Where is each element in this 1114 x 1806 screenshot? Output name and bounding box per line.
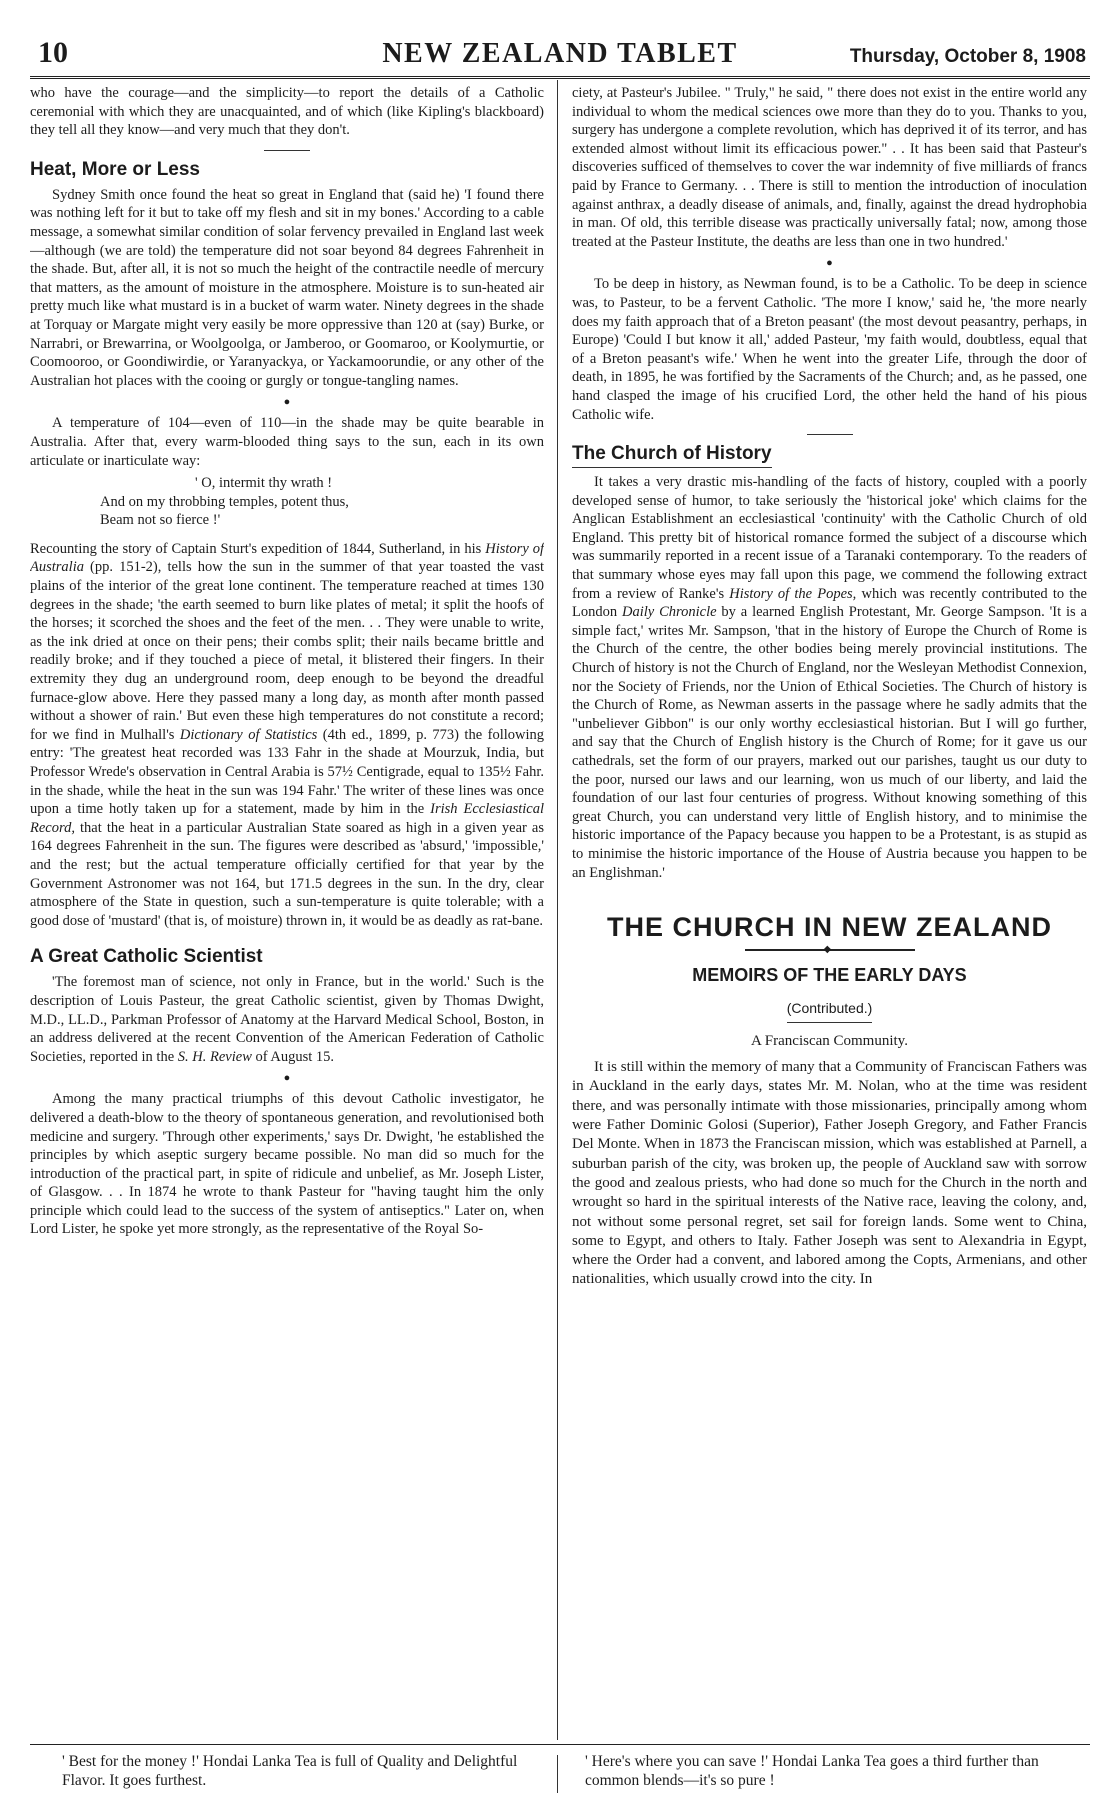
section-heading-church-nz: THE CHURCH IN NEW ZEALAND bbox=[607, 912, 1052, 943]
left-column bbox=[30, 84, 544, 1739]
text-run: which was recently contributed to the London bbox=[572, 585, 1087, 621]
masthead bbox=[30, 36, 1090, 79]
verse-quote bbox=[100, 474, 544, 530]
section-subheading: MEMOIRS OF THE EARLY DAYS bbox=[692, 965, 967, 986]
text-run: It takes a very drastic mis-handling of the facts of history, coupled with a poorly developed sense of humor, to take seriously the 'historical joke' which claims for the Anglican Establishment an ecclesiastical 'continuity' with the Catholic Church of old England. This pretty bit of historical romance formed the subject of a discourse which was summarily reported in a recent issue of a Taranaki contemporary. To the readers of that summary whose eyes may fall upon this page, we commend the following extract from a review of Ranke's bbox=[572, 474, 1087, 602]
contributed-note bbox=[572, 1000, 1087, 1023]
newspaper-name: Daily Chronicle bbox=[621, 604, 717, 621]
text-run: (pp. 151-2), tells how the sun in the summer of that year toasted the vast plains of the interior of the great lone continent. The temperature reached at times 130 degrees in the shade; 'the earth seemed to burn like plates of metal; it split the hoofs of the horses; it scorched the shoes and the feet of the men. . . They were unable to write, as the ink dried at once on their pens; their combs split; their nails became brittle and readily broke; and if they touched a piece of metal, it blistered their fingers. In their extremity they dug an underground room, deep enough to be beyond the dreadful furnace-glow above. Here they passed many a long day, as month after month passed without a shower of rain.' But even these high temperatures do not constitute a record; for we find in Mulhall's bbox=[30, 559, 544, 743]
column-divider bbox=[557, 80, 558, 1740]
advertisement-right: ' Here's where you can save !' Hondai Lanka Tea goes a third further than common blends—it's so pure ! bbox=[585, 1753, 1039, 1789]
bullet-separator: ● bbox=[283, 1072, 291, 1085]
text-run: of August 15. bbox=[251, 1048, 335, 1065]
text-run: 'The foremost man of science, not only in France, but in the world.' Such is the description of Louis Pasteur, the great Catholic scientist, given by Thomas Dwight, M.D., LL.D., Parkman Professor of Anatomy at the Harvard Medical School, Boston, in an address delivered at the recent Convention of the American Federation of Catholic Societies, reported in the bbox=[30, 974, 544, 1065]
page-number: 10 bbox=[38, 36, 68, 69]
book-title: Dictionary of Statistics bbox=[179, 726, 318, 743]
newspaper-title: NEW ZEALAND TABLET bbox=[382, 38, 738, 69]
bullet-separator: ● bbox=[283, 396, 291, 409]
ornament-divider bbox=[745, 944, 915, 956]
article-paragraph bbox=[30, 973, 544, 1066]
bullet-separator: ● bbox=[826, 257, 833, 270]
text-run: by a learned English Protestant, Mr. George Sampson. 'It is a simple fact,' writes Mr. Sampson, 'that in the history of Europe the Church of Rome is the Church of the centre, the other bodies being merely provincial institutions. The Church of history is not the Church of England, nor the Wesleyan Methodist Connexion, nor the Society of Friends, nor the Union of Ethical Societies. The Church of history is the Church of Rome, as Newman asserts in the passage where he sadly admits that the "unbeliever Gibbon" is our only worthy ecclesiastical historian. But I will go further, and say that the Church of English history is the Church of Rome; for it gave us our cathedrals, set the form of our prayers, marked out our parishes, taught us our duty to the poor, nursed our laws and our learning, won us much of our liberty, and laid the foundation of our last four centuries of progress. Without knowing something of this great Church, you can understand very little of English history, and to minimise the historic importance of the Papacy because you happen to be a Protestant, is as stupid as to minimise the historic importance of the House of Austria because you happen to be an Englishman.' bbox=[572, 604, 1087, 881]
right-column bbox=[572, 84, 1087, 1739]
verse-line: And on my throbbing temples, potent thus, bbox=[100, 493, 349, 510]
article-paragraph: A temperature of 104—even of 110—in the shade may be quite bearable in Australia. After that, every warm-blooded thing says to the sun, each in its own articulate or inarticulate way: bbox=[30, 415, 544, 469]
footer-rule bbox=[30, 1744, 1090, 1745]
contributed-text: (Contributed.) bbox=[787, 1000, 873, 1023]
advertisement-left: ' Best for the money !' Hondai Lanka Tea is full of Quality and Delightful Flavor. It goes furthest. bbox=[62, 1753, 518, 1789]
verse-line: Beam not so fierce !' bbox=[100, 512, 221, 529]
article-paragraph: Sydney Smith once found the heat so great in England that (said he) 'I found there was nothing left for it but to take off my flesh and sit in my bones.' According to a cable message, a somewhat similar condition of solar fervency prevailed in England last week—although (we are told) the temperature did not soar beyond 84 degrees Fahrenheit in the shade. But, after all, it is not so much the height of the contractile needle of mercury that matters, as the amount of moisture in the atmosphere. Moisture is to sun-heated air pretty much like what mustard is in a bucket of warm water. Ninety degrees in the shade at Torquay or Margate might very easily be more oppressive than 120 at (say) Burke, or Narrabri, or Brewarrina, or Woolgoolga, or Jamberoo, or Goomaroo, or Koolymurtie, or Coomooroo, or Goondiwirdie, or Yaranyackya, or Yackamoorundie, or any other of the Australian hot places with the cooing or gurgly or tongue-tangling names. bbox=[30, 186, 544, 389]
book-title: History of the Popes, bbox=[729, 585, 857, 602]
text-run: (4th ed., 1899, p. 773) the following entry: 'The greatest heat recorded was 133 Fahr in the shade at Mourzuk, India, but Professor Wrede's observation in Central Arabia is 57½ Centigrade, equal to 135½ Fahr. in the shade, while the heat in the sun was 194 Fahr.' The writer of these lines was once upon a time hotly taken up for a statement, made by him in the bbox=[30, 726, 544, 818]
article-paragraph: It is still within the memory of many that a Community of Franciscan Fathers was in Auckland in the early days, states Mr. M. Nolan, who at the time was resident there, and was personally intimate with those missionaries, principally among whom were Father Dominic Golosi (Superior), Father Joseph Gregory, and Father Francis Del Monte. When in 1873 the Franciscan mission, which was established at Parnell, a suburban parish of the city, was broken up, the people of Auckland saw with sorrow the good and zealous priests, who had done so much for the Church in the north and wrought so hard in the spiritual interests of the Native race, leaving the colony, and, not without some personal regret, set sail for foreign lands. Some went to China, some to Egypt, and others to Italy. Father Joseph was sent to Alexandria in Egypt, where the Order had a convent, and labored among the Copts, Armenians, and other nationalities, which usually crowd into the city. In bbox=[572, 1059, 1087, 1288]
issue-date: Thursday, October 8, 1908 bbox=[849, 46, 1086, 67]
journal-title: S. H. Review bbox=[177, 1048, 252, 1065]
section-divider bbox=[807, 434, 853, 435]
section-divider bbox=[264, 150, 310, 151]
text-run: that the heat in a particular Australian State soared as high in a given year as 164 degrees Fahrenheit in the sun. The figures were described as 'absurd,' 'impossible,' and the rest; but the actual temperature officially certified for that year by the Government Astronomer was not 164, but 171.5 degrees in the sun. In the dry, clear atmosphere of the State in question, such a sun-temperature is quite tolerable; with a good dose of 'mustard' (that is, of moisture) thrown in, it would be as deadly as rat-bane. bbox=[30, 819, 544, 929]
diamond-icon: ◆ bbox=[823, 944, 832, 956]
article-paragraph bbox=[30, 540, 544, 930]
continued-paragraph: who have the courage—and the simplicity—to report the details of a Catholic ceremonial with which they are unacquainted, and of which (like Kipling's blackboard) they tell all they know—and very much that they don't. bbox=[30, 85, 544, 139]
article-heading-history bbox=[572, 443, 1087, 468]
article-heading-scientist: A Great Catholic Scientist bbox=[30, 946, 263, 968]
footer-divider bbox=[557, 1755, 558, 1793]
text-run: Recounting the story of Captain Sturt's expedition of 1844, Sutherland, in his bbox=[30, 540, 486, 557]
journal-title: Irish Ecclesiastical Record, bbox=[30, 801, 544, 836]
article-paragraph bbox=[572, 473, 1087, 882]
verse-line: ' O, intermit thy wrath ! bbox=[195, 475, 333, 492]
article-paragraph: Among the many practical triumphs of this devout Catholic investigator, he delivered a death-blow to the theory of spontaneous generation, and revolutionised both medicine and surgery. 'Through other experiments,' says Dr. Dwight, 'he established the principles by which aseptic surgery became possible. No man did so much for the introduction of the practical part, in spite of ridicule and unbelief, as Mr. Joseph Lister, of Glasgow. . . In 1874 he wrote to thank Pasteur for "having taught him the only principle which could lead to the success of the system of antiseptics." Later on, when Lord Lister, he spoke yet more strongly, as the representative of the Royal So- bbox=[30, 1091, 544, 1238]
subsection-title: A Franciscan Community. bbox=[751, 1033, 908, 1050]
article-paragraph: To be deep in history, as Newman found, is to be a Catholic. To be deep in science was, to Pasteur, to be a fervent Catholic. 'The more I know,' said he, 'the more nearly does my faith approach that of a Breton peasant' (the most devout peasantry, perhaps, in Europe) 'Could I but know it all,' added Pasteur, 'my faith would, doubtless, equal that of a Breton peasant's wife.' When he went into the greater Life, through the door of death, in 1895, he was fortified by the Sacraments of the Church; and, as he passed, one hand clasped the image of his crucified Lord, the other held the hand of his pious Catholic wife. bbox=[572, 276, 1087, 423]
continued-paragraph: ciety, at Pasteur's Jubilee. " Truly," he said, " there does not exist in the entire world any individual to whom the medical sciences owe more than they do to you. Thanks to you, surgery has undergone a complete revolution, which has deprived it of its terror, and has extended almost without limit its efficacious power." . . It has been said that Pasteur's discoveries sufficed of themselves to cover the war indemnity of five milliards of francs paid by France to Germany. . . There is still to mention the introduction of inoculation against anthrax, a deadly disease of animals, and, finally, against the dread hydrophobia in man. Of old, this terrible disease was practically universally fatal; now, among those treated at the Pasteur Institute, the deaths are less than one in two hundred.' bbox=[572, 85, 1087, 250]
heading-text: The Church of History bbox=[572, 443, 772, 468]
book-title: History of Australia bbox=[30, 540, 544, 576]
article-heading-heat: Heat, More or Less bbox=[30, 158, 200, 180]
